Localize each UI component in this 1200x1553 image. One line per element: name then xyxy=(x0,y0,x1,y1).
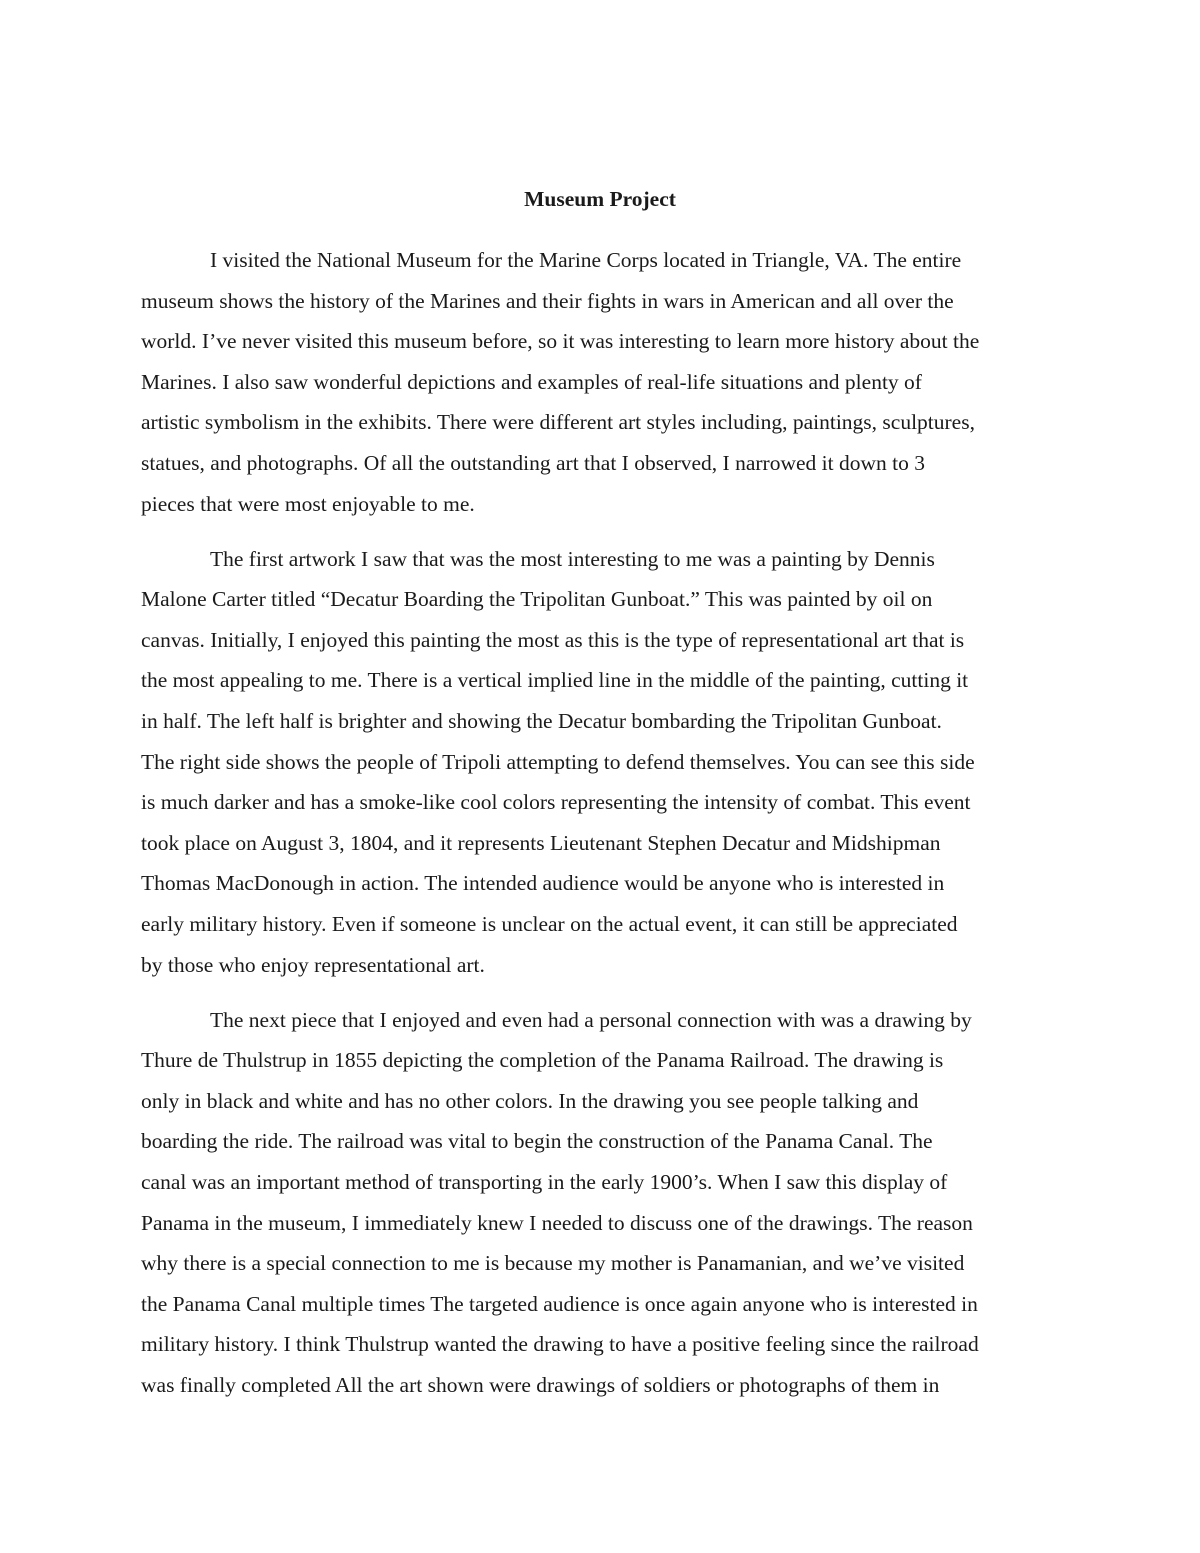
text-line: boarding the ride. The railroad was vital to begin the construction of the Panama Canal. The xyxy=(141,1129,933,1154)
text-line: artistic symbolism in the exhibits. There were different art styles including, paintings, sculptures, xyxy=(141,410,975,435)
text-line: Thure de Thulstrup in 1855 depicting the completion of the Panama Railroad. The drawing is xyxy=(141,1048,944,1073)
text-line: why there is a special connection to me is because my mother is Panamanian, and we’ve visited xyxy=(141,1251,965,1276)
text-line: statues, and photographs. Of all the outstanding art that I observed, I narrowed it down to 3 xyxy=(141,450,925,475)
document-title: Museum Project xyxy=(524,187,676,211)
text-line: Marines. I also saw wonderful depictions and examples of real-life situations and plenty of xyxy=(141,369,922,394)
text-line: Panama in the museum, I immediately knew I needed to discuss one of the drawings. The reason xyxy=(141,1210,973,1235)
text-line: canal was an important method of transporting in the early 1900’s. When I saw this display of xyxy=(141,1170,948,1195)
text-line: Thomas MacDonough in action. The intended audience would be anyone who is interested in xyxy=(141,871,945,896)
document-body xyxy=(141,240,1061,1420)
paragraph-1 xyxy=(141,240,1061,524)
text-line: military history. I think Thulstrup wanted the drawing to have a positive feeling since the railroad xyxy=(141,1332,979,1357)
paragraph-2 xyxy=(141,539,1061,986)
text-line: in half. The left half is brighter and showing the Decatur bombarding the Tripolitan Gunboat. xyxy=(141,709,942,734)
text-line: took place on August 3, 1804, and it represents Lieutenant Stephen Decatur and Midshipman xyxy=(141,830,941,855)
text-line: was finally completed All the art shown were drawings of soldiers or photographs of them in xyxy=(141,1373,940,1398)
text-line: by those who enjoy representational art. xyxy=(141,952,485,977)
text-line: The right side shows the people of Tripoli attempting to defend themselves. You can see this side xyxy=(141,749,975,774)
text-line: canvas. Initially, I enjoyed this painting the most as this is the type of representational art that is xyxy=(141,627,965,652)
text-line: pieces that were most enjoyable to me. xyxy=(141,491,475,516)
text-line: the most appealing to me. There is a vertical implied line in the middle of the painting, cutting it xyxy=(141,668,969,693)
text-line: the Panama Canal multiple times The targeted audience is once again anyone who is interested in xyxy=(141,1291,978,1316)
text-line: museum shows the history of the Marines and their fights in wars in American and all over the xyxy=(141,288,954,313)
text-line: early military history. Even if someone is unclear on the actual event, it can still be appreciated xyxy=(141,912,958,936)
paragraph-3 xyxy=(141,1000,1061,1406)
text-line: world. I’ve never visited this museum before, so it was interesting to learn more history about the xyxy=(141,329,980,354)
text-line: The next piece that I enjoyed and even had a personal connection with was a drawing by xyxy=(210,1007,972,1032)
text-line: Malone Carter titled “Decatur Boarding the Tripolitan Gunboat.” This was painted by oil on xyxy=(141,587,933,612)
text-line: is much darker and has a smoke-like cool colors representing the intensity of combat. This event xyxy=(141,790,971,815)
text-line: only in black and white and has no other colors. In the drawing you see people talking and xyxy=(141,1088,919,1113)
text-line: I visited the National Museum for the Marine Corps located in Triangle, VA. The entire xyxy=(210,248,962,272)
text-line: The first artwork I saw that was the most interesting to me was a painting by Dennis xyxy=(210,546,935,571)
